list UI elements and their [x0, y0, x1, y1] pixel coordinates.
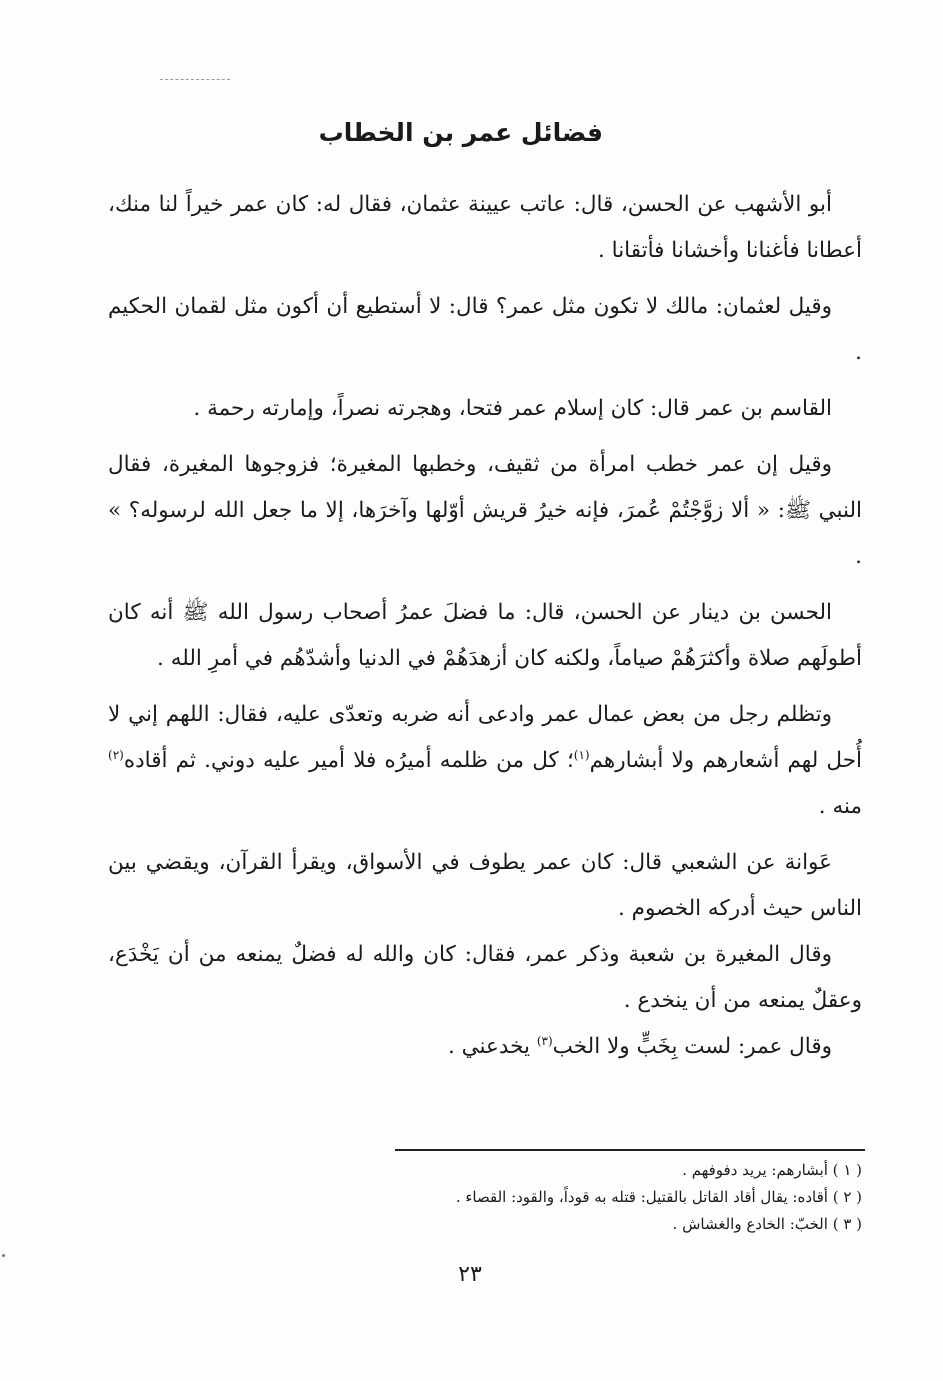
paragraph-7: عَوانة عن الشعبي قال: كان عمر يطوف في الأسواق، ويقرأ القرآن، ويقضي بين الناس حيث أدركه الخصوم . [108, 850, 862, 921]
footnote-2: ( ٢ ) أقاده: يقال أقاد القاتل بالقتيل: قتله به قوداً، والقود: القصاء . [455, 1188, 862, 1206]
paragraph-1: أبو الأشهب عن الحسن، قال: عاتب عيينة عثمان، فقال له: كان عمر خيراً لنا منك، أعطانا فأغنانا وأخشانا فأتقانا . [108, 192, 862, 263]
paragraph-3: القاسم بن عمر قال: كان إسلام عمر فتحا، وهجرته نصراً، وإمارته رحمة . [193, 396, 832, 421]
paragraph-5: الحسن بن دينار عن الحسن، قال: ما فضلَ عمرُ أصحاب رسول الله ﷺ أنه كان أطولَهم صلاة وأكثرَهُمْ صياماً، ولكنه كان أزهدَهُمْ في الدنيا وأشدّهُم في أمرِ الله . [108, 600, 862, 671]
footnote-ref-1: (١) [573, 747, 590, 762]
edge-mark [2, 1254, 5, 1257]
header-rule [160, 79, 230, 80]
footnote-separator [395, 1149, 865, 1151]
paragraph-4: وقيل إن عمر خطب امرأة من ثقيف، وخطبها المغيرة؛ فزوجوها المغيرة، فقال النبي ﷺ: « ألا زوَّجْتُمْ عُمرَ، فإنه خيرُ قريش أوّلها وآخرَها، إلا ما جعل الله لرسوله؟ » . [108, 452, 862, 569]
paragraph-8: وقال المغيرة بن شعبة وذكر عمر، فقال: كان والله له فضلٌ يمنعه من أن يَخْدَع، وعقلٌ يمنعه من أن ينخدع . [108, 942, 862, 1013]
paragraph-2: وقيل لعثمان: مالك لا تكون مثل عمر؟ قال: لا أستطيع أن أكون مثل لقمان الحكيم . [108, 294, 862, 365]
paragraph-9-text-b: يخدعني . [447, 1034, 537, 1059]
page-title: فضائل عمر بن الخطاب [318, 118, 603, 147]
footnote-3: ( ٣ ) الخبّ: الخادع والغشاش . [672, 1215, 862, 1233]
footnote-1: ( ١ ) أبشارهم: يريد دفوفهم . [682, 1161, 862, 1179]
footnotes [300, 1157, 862, 1238]
paragraph-6-text-c: منه . [818, 794, 862, 819]
paragraph-6 [108, 692, 862, 830]
paragraph-6-text-b: ؛ كل من ظلمه أميرُه فلا أمير عليه دوني. ثم أقاده [123, 748, 574, 773]
paragraph-9 [108, 1024, 862, 1070]
page-number: ٢٣ [458, 1262, 482, 1287]
paragraph-9-text-a: وقال عمر: لست بِخَبٍّ ولا الخب [552, 1034, 832, 1059]
paragraph-6-text-a: وتظلم رجل من بعض عمال عمر وادعى أنه ضربه وتعدّى عليه، فقال: اللهم إني لا أُحل لهم أشعارهم ولا أبشارهم [108, 702, 862, 773]
footnote-ref-3: (٣) [536, 1033, 553, 1048]
footnote-ref-2: (٢) [108, 747, 124, 762]
main-text [108, 182, 862, 1070]
